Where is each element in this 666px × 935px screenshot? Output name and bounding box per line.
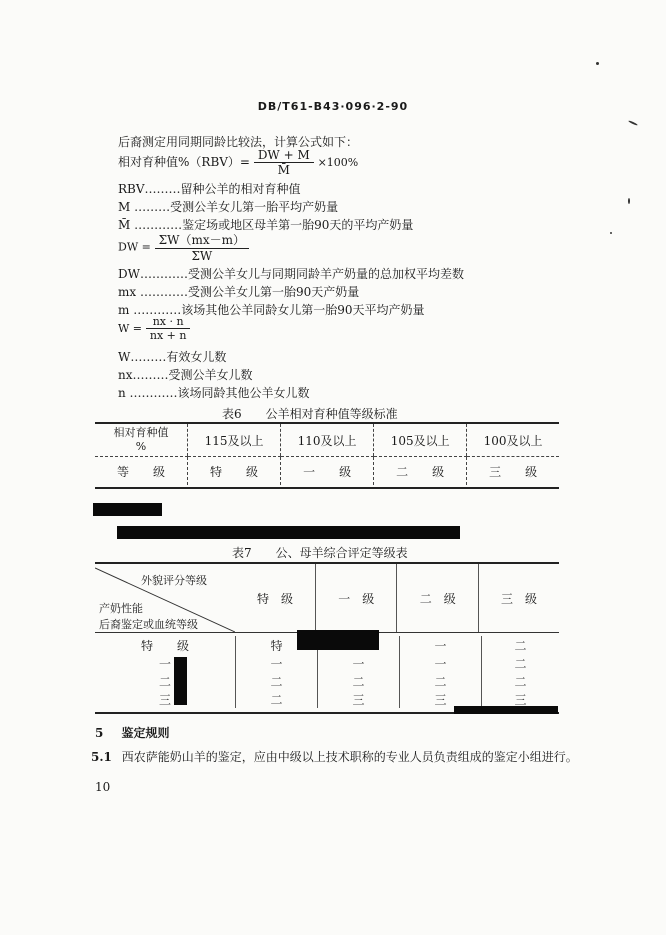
table7-cell: 二 [482, 654, 560, 672]
formula-rbv-rhs: ×100% [317, 156, 359, 169]
table7-corner-top: 外貌评分等级 [141, 574, 207, 587]
document-code-header: DB/T61-B43·096·2-90 [257, 100, 409, 113]
clause-number: 5.1 [91, 750, 112, 764]
formula-dw [118, 231, 249, 263]
table7-corner-mid: 产奶性能 [99, 602, 143, 615]
table6-cell: 三 级 [467, 457, 559, 486]
table7-corner-cell [95, 564, 235, 632]
table7-cell: 二 [400, 672, 482, 690]
formula-w [118, 315, 190, 342]
table6-bottom-rule [95, 487, 559, 489]
table7-row-label: 一 [158, 656, 171, 671]
table6-row1-header: 相对育种值 % [95, 424, 188, 457]
scan-speck [628, 120, 638, 126]
definition-dw: DW…………受测公羊女儿与同期同龄羊产奶量的总加权平均差数 [118, 267, 464, 281]
table6-cell: 一 级 [281, 457, 374, 486]
redaction-bar [174, 657, 187, 705]
table6-row-value [95, 424, 559, 457]
table6-cell: 110及以上 [281, 424, 374, 457]
table7-header-row [235, 564, 559, 632]
redaction-bar [117, 526, 460, 539]
table7-cell: 一 [400, 654, 482, 672]
definition-w: W………有效女儿数 [118, 350, 227, 364]
table7-header [235, 564, 559, 632]
table7-col-header: 一 级 [315, 564, 397, 632]
table7-cell: 二 [236, 690, 318, 708]
table7-row-label: 特 级 [140, 638, 189, 653]
formula-dw-lhs: DW = [118, 240, 151, 254]
intro-text: 后裔测定用同期同龄比较法，计算公式如下： [118, 135, 359, 149]
redaction-bar [93, 503, 162, 516]
table7-col-header: 二 级 [397, 564, 479, 632]
table6-cell: 100及以上 [467, 424, 559, 457]
clause-5-1 [91, 748, 578, 765]
formula-dw-denominator: ΣW [191, 249, 213, 263]
formula-rbv-fraction [254, 148, 314, 177]
redaction-bar [297, 630, 379, 650]
table6-row-grade [95, 457, 559, 486]
section-title: 鉴定规则 [121, 726, 170, 740]
table7-col-header: 特 级 [256, 591, 293, 606]
table6-cell: 105及以上 [374, 424, 467, 457]
scan-speck [628, 198, 630, 204]
definition-nx: nx………受测公羊女儿数 [118, 368, 253, 382]
formula-rbv-lhs: 相对育种值%（RBV）= [118, 155, 250, 169]
table7-row-label: 二 [158, 674, 171, 689]
table6-cell: 特 级 [188, 457, 281, 486]
formula-dw-fraction [155, 231, 249, 263]
table7-cell: 一 [318, 654, 400, 672]
table-row [95, 672, 559, 690]
table6-caption: 表6 公羊相对育种值等级标准 [222, 407, 398, 421]
formula-rbv [118, 148, 358, 177]
table7-cell: 一 [400, 636, 482, 654]
table7-cell: 特 [236, 636, 318, 654]
table7-cell: 三 [482, 690, 560, 708]
formula-w-fraction [146, 315, 191, 342]
formula-w-numerator: nx · n [146, 315, 191, 329]
table7-cell: 二 [482, 636, 560, 654]
table6-cell: 115及以上 [188, 424, 281, 457]
table7-caption: 表7 公、母羊综合评定等级表 [232, 546, 408, 560]
table7-row-label: 三 [158, 692, 171, 707]
formula-dw-numerator: ΣW（mx－m） [155, 231, 249, 249]
table7-cell: 三 [318, 690, 400, 708]
table6-cell: 二 级 [374, 457, 467, 486]
scan-speck [596, 62, 599, 65]
table6 [95, 424, 559, 485]
table6-row2-header: 等 级 [116, 464, 165, 479]
definition-m-bar: M̄ …………鉴定场或地区母羊第一胎90天的平均产奶量 [118, 218, 414, 232]
formula-w-denominator: nx + n [149, 329, 187, 342]
definition-m: M ………受测公羊女儿第一胎平均产奶量 [118, 200, 339, 214]
table-row [95, 654, 559, 672]
formula-rbv-denominator: M̄ [277, 163, 290, 177]
table7-col-header: 三 级 [479, 564, 559, 632]
table7-corner-bottom: 后裔鉴定或血统等级 [99, 618, 198, 631]
definition-rbv: RBV………留种公羊的相对育种值 [118, 182, 301, 196]
clause-text: 西农萨能奶山羊的鉴定，应由中级以上技术职称的专业人员负责组成的鉴定小组进行。 [121, 750, 578, 764]
definition-mx: mx …………受测公羊女儿第一胎90天产奶量 [118, 285, 360, 299]
redaction-bar [454, 706, 558, 714]
scan-speck [610, 232, 612, 234]
definition-m-small: m …………该场其他公羊同龄女儿第一胎90天平均产奶量 [118, 303, 425, 317]
table7-cell: 三 [400, 690, 482, 708]
definition-n: n …………该场同龄其他公羊女儿数 [118, 386, 310, 400]
section-heading [95, 724, 170, 741]
table7-cell: 一 [236, 654, 318, 672]
section-number: 5 [95, 726, 104, 740]
table7-cell: 二 [236, 672, 318, 690]
formula-rbv-numerator: DW + M [254, 148, 314, 163]
table7-cell: 二 [482, 672, 560, 690]
table7-cell: 二 [318, 672, 400, 690]
formula-w-lhs: W = [118, 322, 143, 335]
page-number: 10 [95, 780, 111, 794]
